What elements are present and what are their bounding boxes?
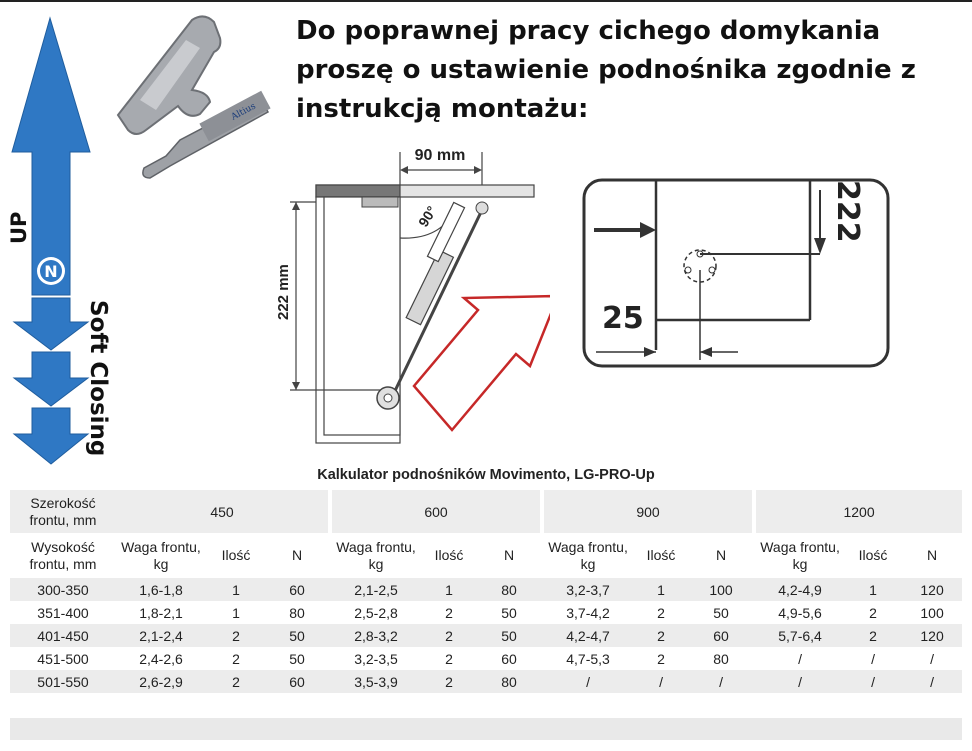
table-cell: 120 xyxy=(902,578,962,601)
table-cell: 2 xyxy=(869,604,877,621)
width-450: 450 xyxy=(116,490,328,533)
table-cell: 2 xyxy=(206,670,266,693)
qty-header: Ilość xyxy=(844,533,902,578)
table-cell: 60 xyxy=(690,624,752,647)
table-cell: 3,7-4,2 xyxy=(566,604,610,621)
table-row xyxy=(10,578,962,601)
cabinet-diagram xyxy=(250,140,550,450)
table-cell: 2 xyxy=(657,650,665,667)
n-header: N xyxy=(266,533,328,578)
table-cell: 3,2-3,7 xyxy=(544,578,632,601)
table-cell: / xyxy=(756,670,844,693)
table-cell: 2,8-3,2 xyxy=(332,624,420,647)
table-cell: 2 xyxy=(632,624,690,647)
weight-header: Waga frontu, kg xyxy=(756,533,844,578)
width-900: 900 xyxy=(544,490,752,533)
table-cell: 1,8-2,1 xyxy=(139,604,183,621)
table-cell: 1 xyxy=(420,578,478,601)
table-cell: 2,5-2,8 xyxy=(354,604,398,621)
table-cell: 1 xyxy=(232,604,240,621)
down-arrow-icon xyxy=(14,408,88,464)
svg-text:N: N xyxy=(44,262,58,281)
table-cell: / xyxy=(798,650,802,667)
table-row xyxy=(10,624,962,647)
pointer-arrow-icon xyxy=(414,296,550,430)
table-cell: 80 xyxy=(478,578,540,601)
weight-header: Waga frontu, kg xyxy=(332,533,420,578)
table-cell: 4,9-5,6 xyxy=(778,604,822,621)
weight-header: Waga frontu, kg xyxy=(116,533,206,578)
n-header: N xyxy=(478,533,540,578)
table-cell: 451-500 xyxy=(37,650,89,667)
table-cell: 60 xyxy=(266,578,328,601)
down-arrow-icon xyxy=(14,298,88,350)
up-arrow-icon xyxy=(12,18,90,295)
table-row xyxy=(10,670,962,693)
table-cell: 5,7-6,4 xyxy=(756,624,844,647)
table-subheader-row xyxy=(10,533,962,578)
table-cell: 50 xyxy=(501,604,517,621)
up-label: UP xyxy=(7,211,31,244)
table-cell: 1 xyxy=(632,578,690,601)
heading: Do poprawnej pracy cichego domykania proszę o ustawienie podnośnika zgodnie z instrukcją montażu: xyxy=(296,16,916,124)
width-label: 90 mm xyxy=(414,147,466,164)
qty-header: Ilość xyxy=(206,533,266,578)
top-border xyxy=(0,0,972,2)
height-label: 222 mm xyxy=(275,264,292,320)
table-cell: 2 xyxy=(206,624,266,647)
table-cell: 2,1-2,5 xyxy=(332,578,420,601)
table-header-row xyxy=(10,490,962,533)
detail-diagram xyxy=(560,170,900,370)
width-1200: 1200 xyxy=(756,490,962,533)
height-header-label: Wysokość frontu, mm xyxy=(10,533,116,578)
table-cell: 2 xyxy=(844,624,902,647)
calculator-table xyxy=(10,490,962,693)
bracket-image xyxy=(118,16,220,134)
table-cell: 50 xyxy=(713,604,729,621)
weight-header: Waga frontu, kg xyxy=(544,533,632,578)
table-cell: 2 xyxy=(445,650,453,667)
table-cell: 80 xyxy=(289,604,305,621)
table-cell: 60 xyxy=(266,670,328,693)
table-cell: 100 xyxy=(920,604,944,621)
angle-label: 90° xyxy=(414,203,440,230)
table-cell: 2 xyxy=(420,624,478,647)
down-arrow-icon xyxy=(14,352,88,406)
table-cell: 80 xyxy=(478,670,540,693)
bottom-bar xyxy=(10,718,962,740)
qty-header: Ilość xyxy=(632,533,690,578)
table-cell: 2 xyxy=(445,604,453,621)
table-cell: 2,4-2,6 xyxy=(139,650,183,667)
table-cell: 2,6-2,9 xyxy=(116,670,206,693)
table-cell: 2,1-2,4 xyxy=(116,624,206,647)
horizontal-dimension-label: 25 xyxy=(602,301,644,336)
table-cell: 50 xyxy=(266,624,328,647)
table-cell: 60 xyxy=(501,650,517,667)
table-cell: 50 xyxy=(478,624,540,647)
soft-closing-label: Soft Closing xyxy=(85,300,111,457)
n-header: N xyxy=(690,533,752,578)
n-header: N xyxy=(902,533,962,578)
table-cell: 2 xyxy=(420,670,478,693)
table-cell: 300-350 xyxy=(10,578,116,601)
table-cell: 3,5-3,9 xyxy=(332,670,420,693)
table-cell: 3,2-3,5 xyxy=(354,650,398,667)
table-cell: 1,6-1,8 xyxy=(116,578,206,601)
table-cell: 50 xyxy=(289,650,305,667)
table-cell: 2 xyxy=(232,650,240,667)
table-cell: / xyxy=(930,650,934,667)
table-cell: 4,2-4,7 xyxy=(544,624,632,647)
qty-header: Ilość xyxy=(420,533,478,578)
table-cell: 2 xyxy=(657,604,665,621)
table-cell: / xyxy=(844,670,902,693)
width-600: 600 xyxy=(332,490,540,533)
table-cell: 4,2-4,9 xyxy=(756,578,844,601)
table-cell: 501-550 xyxy=(10,670,116,693)
table-cell: / xyxy=(632,670,690,693)
table-cell: 80 xyxy=(713,650,729,667)
width-header-label: Szerokość frontu, mm xyxy=(10,490,116,533)
table-cell: 100 xyxy=(690,578,752,601)
table-cell: / xyxy=(902,670,962,693)
table-cell: / xyxy=(871,650,875,667)
table-cell: / xyxy=(544,670,632,693)
n-logo-icon xyxy=(37,257,65,285)
table-cell: 1 xyxy=(844,578,902,601)
table-row xyxy=(10,647,962,670)
table-cell: 351-400 xyxy=(37,604,89,621)
brand-label: Altius xyxy=(229,101,258,123)
calculator-title: Kalkulator podnośników Movimento, LG-PRO-Up xyxy=(317,467,655,483)
table-cell: / xyxy=(690,670,752,693)
vertical-dimension-label: 222 xyxy=(830,180,865,243)
table-cell: 120 xyxy=(902,624,962,647)
table-cell: 401-450 xyxy=(10,624,116,647)
table-row xyxy=(10,601,962,624)
table-cell: 1 xyxy=(206,578,266,601)
table-cell: 4,7-5,3 xyxy=(566,650,610,667)
